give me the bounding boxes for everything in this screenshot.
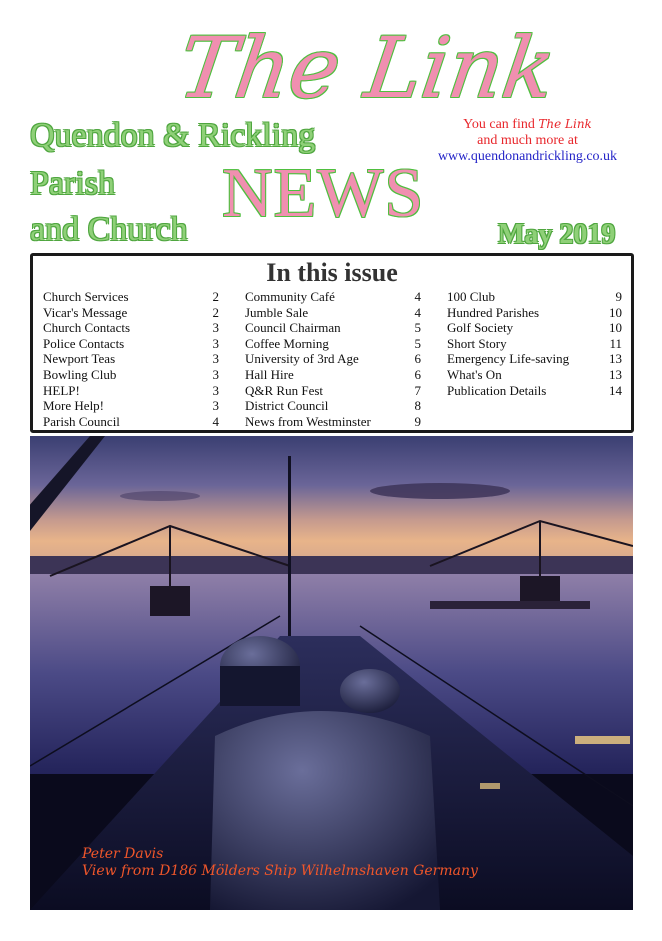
contents-item	[447, 305, 623, 321]
contents-item-title: Publication Details	[447, 382, 547, 398]
contents-item-page: 13	[609, 366, 622, 382]
contents-item-title: Jumble Sale	[245, 304, 309, 320]
contents-item	[43, 304, 219, 321]
website-url-link[interactable]: www.quendonandrickling.co.uk	[437, 149, 618, 164]
website-notice-link-name: The Link	[538, 117, 592, 131]
contents-item	[245, 398, 421, 414]
contents-item-title: Emergency Life-saving	[447, 351, 570, 367]
website-notice	[420, 116, 635, 165]
contents-item-title: Golf Society	[447, 320, 514, 336]
contents-item-page: 4	[212, 413, 219, 429]
cover-photo-image	[30, 436, 633, 910]
photo-caption-text: View from D186 Mölders Ship Wilhelmshaven Germany	[82, 863, 478, 879]
issue-date: May 2019	[498, 219, 616, 250]
contents-item-title: Bowling Club	[43, 366, 117, 382]
contents-item-page: 5	[414, 320, 421, 336]
contents-item-title: Parish Council	[43, 413, 120, 429]
contents-item-title: University of 3rd Age	[245, 351, 359, 367]
contents-item-page: 2	[212, 289, 219, 304]
contents-item	[447, 351, 623, 367]
news-title: NEWS	[222, 155, 425, 232]
contents-item-title: Police Contacts	[43, 335, 125, 351]
contents-item-page: 13	[609, 351, 622, 367]
contents-item	[245, 304, 421, 321]
contents-item-title: Hall Hire	[245, 366, 294, 382]
contents-item	[447, 320, 623, 336]
contents-item	[245, 382, 421, 399]
contents-item-title: Newport Teas	[43, 351, 116, 367]
contents-item	[245, 320, 421, 336]
contents-box	[30, 253, 634, 433]
contents-item	[43, 413, 219, 430]
contents-item-title: 100 Club	[447, 289, 496, 304]
website-notice-prefix: You can find	[463, 117, 535, 132]
contents-item	[43, 398, 219, 414]
contents-item-title: Q&R Run Fest	[245, 382, 324, 398]
contents-item	[447, 336, 623, 352]
contents-item	[245, 351, 421, 367]
contents-item	[43, 351, 219, 367]
contents-heading: In this issue	[266, 258, 398, 287]
contents-item	[447, 383, 623, 399]
contents-item	[245, 366, 421, 383]
contents-item-page: 6	[414, 351, 421, 367]
parish-name-line2: Parish	[30, 165, 115, 202]
contents-item	[245, 413, 421, 430]
contents-item	[43, 289, 219, 305]
photo-caption	[82, 846, 478, 880]
contents-item-title: Church Services	[43, 289, 129, 304]
contents-item-page: 3	[212, 366, 219, 382]
masthead-title: The Link	[173, 19, 562, 117]
contents-item-page: 3	[212, 335, 219, 351]
contents-item-page: 6	[414, 366, 421, 382]
contents-item-page: 11	[609, 335, 622, 351]
contents-item-page: 3	[212, 351, 219, 367]
contents-item-title: HELP!	[43, 382, 80, 398]
contents-item-page: 4	[414, 289, 421, 304]
contents-item-title: Community Café	[245, 289, 335, 304]
contents-item-title: News from Westminster	[245, 413, 371, 429]
contents-item-title: What's On	[447, 366, 502, 382]
contents-item-page: 3	[212, 320, 219, 336]
contents-item-page: 2	[212, 304, 219, 320]
contents-item-page: 14	[609, 382, 622, 398]
website-notice-line2: and much more at	[477, 133, 578, 148]
contents-item-page: 3	[212, 398, 219, 414]
contents-column-2	[245, 289, 421, 429]
contents-item	[43, 366, 219, 383]
contents-item	[245, 289, 421, 305]
contents-item	[447, 289, 623, 305]
contents-item-page: 9	[414, 413, 421, 429]
contents-item	[43, 382, 219, 399]
contents-item-title: More Help!	[43, 398, 105, 414]
contents-item-page: 5	[414, 335, 421, 351]
contents-column-3	[447, 289, 623, 398]
contents-item	[43, 320, 219, 336]
contents-item-page: 10	[609, 304, 622, 320]
contents-item-title: Church Contacts	[43, 320, 131, 336]
contents-item	[43, 335, 219, 352]
contents-item-title: Vicar's Message	[43, 304, 128, 320]
contents-item-page: 8	[414, 398, 421, 414]
contents-item-page: 9	[615, 289, 622, 304]
contents-item-title: District Council	[245, 398, 329, 414]
contents-item	[245, 335, 421, 352]
photo-credit: Peter Davis	[82, 846, 164, 862]
contents-item-page: 10	[609, 320, 622, 336]
parish-name-line1: Quendon & Rickling	[30, 117, 316, 154]
contents-item	[447, 367, 623, 383]
contents-item-page: 4	[414, 304, 421, 320]
parish-name-line3: and Church	[30, 211, 188, 248]
contents-item-page: 3	[212, 382, 219, 398]
cover-photo	[30, 436, 633, 910]
contents-item-page: 7	[414, 382, 421, 398]
contents-column-1	[43, 289, 219, 429]
contents-item-title: Council Chairman	[245, 320, 341, 336]
contents-item-title: Hundred Parishes	[447, 304, 540, 320]
contents-item-title: Coffee Morning	[245, 335, 329, 351]
contents-item-title: Short Story	[447, 335, 507, 351]
